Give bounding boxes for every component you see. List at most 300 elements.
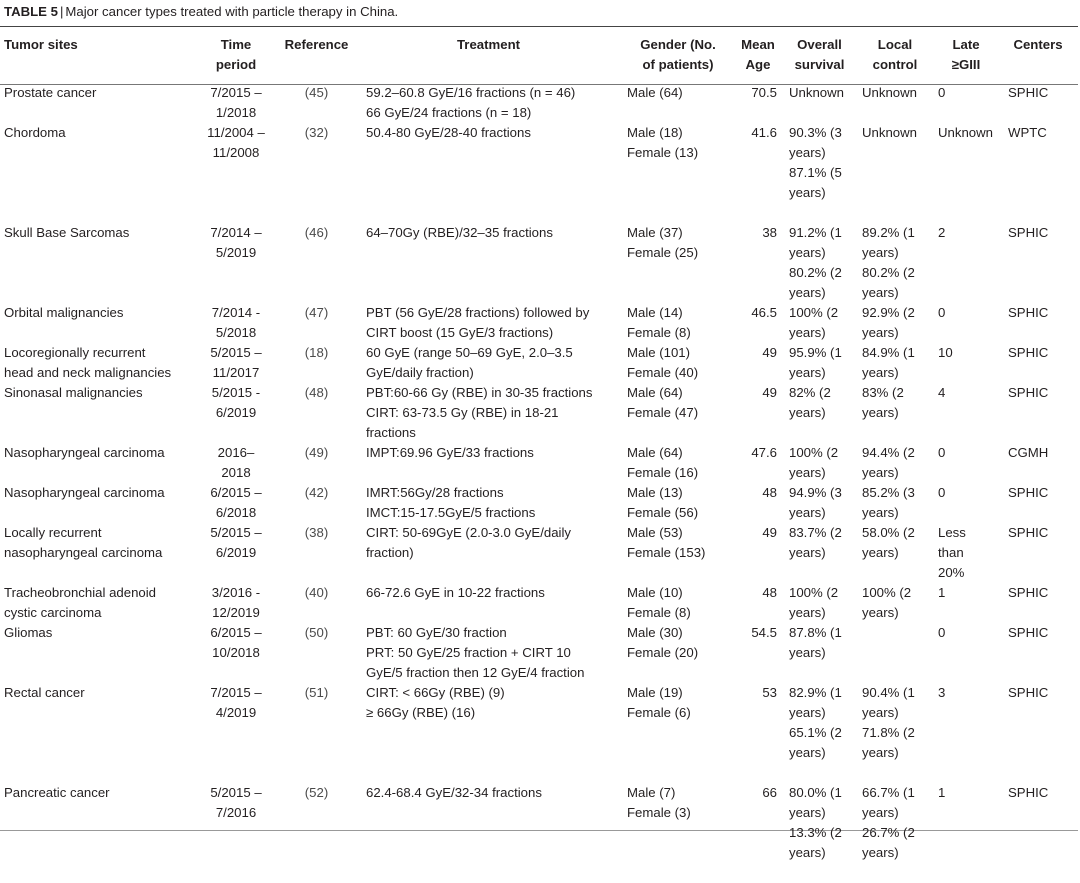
cell-center-text: CGMH <box>1008 445 1049 460</box>
cell-overall-survival-line: years) <box>789 325 826 340</box>
cell-center <box>998 123 1078 223</box>
table-body <box>0 83 1078 883</box>
cell-time-period <box>193 683 279 783</box>
cell-treatment-line: ≥ 66Gy (RBE) (16) <box>366 705 476 720</box>
table-caption <box>4 4 398 20</box>
cell-time-period-line: 7/2014 – <box>210 225 262 240</box>
cell-local-control <box>856 623 934 683</box>
cell-center <box>998 783 1078 883</box>
cell-overall-survival-line: years) <box>789 645 826 660</box>
cell-overall-survival-line: 95.9% (1 <box>789 345 842 360</box>
cell-center-text: SPHIC <box>1008 525 1049 540</box>
cell-time-period-line: 12/2019 <box>212 605 260 620</box>
header-local-control: Local control <box>872 37 918 72</box>
cell-tumor-site-line: cystic carcinoma <box>4 605 102 620</box>
cell-late-giii-line: Unknown <box>938 125 993 140</box>
cell-gender-line: Male (37) <box>627 225 683 240</box>
cell-reference-text: (50) <box>304 625 329 640</box>
cell-mean-age-text: 49 <box>762 525 777 540</box>
cell-treatment-line: IMCT:15-17.5GyE/5 fractions <box>366 505 536 520</box>
cell-reference <box>279 343 354 383</box>
cell-overall-survival-line: years) <box>789 845 826 860</box>
table-row <box>0 123 1078 223</box>
cell-gender <box>623 783 733 883</box>
cell-gender-line: Male (10) <box>627 585 683 600</box>
cell-center-text: SPHIC <box>1008 305 1049 320</box>
cell-time-period-line: 7/2016 <box>215 805 257 820</box>
cell-treatment-line: PBT (56 GyE/28 fractions) followed by <box>366 305 590 320</box>
cell-local-control-line: 26.7% (2 <box>862 825 915 840</box>
cell-mean-age <box>733 683 783 783</box>
cell-gender-line: Female (56) <box>627 505 699 520</box>
cell-mean-age <box>733 383 783 443</box>
cell-treatment <box>354 483 623 523</box>
cell-mean-age-text: 41.6 <box>751 125 777 140</box>
cell-overall-survival <box>783 223 856 303</box>
cell-tumor-site <box>0 583 193 623</box>
cell-local-control-line: 71.8% (2 <box>862 725 915 740</box>
cell-reference <box>279 783 354 883</box>
cell-time-period <box>193 783 279 883</box>
cell-mean-age <box>733 223 783 303</box>
cancer-types-table <box>0 35 1078 883</box>
cell-tumor-site-line: Gliomas <box>4 625 53 640</box>
cell-local-control-line: 80.2% (2 <box>862 265 915 280</box>
cell-treatment-line: 50.4-80 GyE/28-40 fractions <box>366 125 531 140</box>
cell-time-period-line: 5/2015 – <box>210 785 262 800</box>
cell-reference-text: (51) <box>304 685 329 700</box>
cell-gender-line: Female (13) <box>627 145 699 160</box>
cell-time-period <box>193 623 279 683</box>
header-mean-age: Mean Age <box>741 37 775 72</box>
cell-late-giii <box>934 303 998 343</box>
cell-local-control-line: 84.9% (1 <box>862 345 915 360</box>
cell-mean-age-text: 46.5 <box>751 305 777 320</box>
cell-treatment <box>354 83 623 123</box>
cell-center-text: SPHIC <box>1008 225 1049 240</box>
cell-time-period-line: 5/2015 – <box>210 525 262 540</box>
cell-overall-survival-line: years) <box>789 545 826 560</box>
cell-gender-line: Male (13) <box>627 485 683 500</box>
top-rule <box>0 26 1078 27</box>
cell-mean-age <box>733 483 783 523</box>
cell-overall-survival-line: years) <box>789 185 826 200</box>
cell-treatment <box>354 343 623 383</box>
cell-local-control-line: years) <box>862 705 899 720</box>
cell-gender <box>623 343 733 383</box>
cell-time-period <box>193 83 279 123</box>
cell-tumor-site <box>0 523 193 583</box>
cell-overall-survival <box>783 483 856 523</box>
cell-late-giii-line: 3 <box>938 685 946 700</box>
cell-gender-line: Male (30) <box>627 625 683 640</box>
table-label: TABLE 5 <box>4 4 58 19</box>
cell-local-control-line: 85.2% (3 <box>862 485 915 500</box>
cell-time-period-line: 11/2008 <box>212 145 260 160</box>
cell-treatment-line: 66 GyE/24 fractions (n = 18) <box>366 105 532 120</box>
cell-overall-survival <box>783 583 856 623</box>
cell-late-giii-line: 2 <box>938 225 946 240</box>
cell-late-giii <box>934 483 998 523</box>
cell-reference-text: (49) <box>304 445 329 460</box>
cell-overall-survival <box>783 683 856 783</box>
cell-tumor-site-line: Nasopharyngeal carcinoma <box>4 485 165 500</box>
cell-treatment-line: PBT:60-66 Gy (RBE) in 30-35 fractions <box>366 385 593 400</box>
cell-gender-line: Male (64) <box>627 385 683 400</box>
cell-local-control <box>856 383 934 443</box>
cell-gender-line: Female (6) <box>627 705 691 720</box>
cell-reference-text: (52) <box>304 785 329 800</box>
cell-treatment-line: 66-72.6 GyE in 10-22 fractions <box>366 585 545 600</box>
cell-center-text: SPHIC <box>1008 85 1049 100</box>
cell-local-control-line: years) <box>862 545 899 560</box>
cell-treatment-line: 60 GyE (range 50–69 GyE, 2.0–3.5 <box>366 345 573 360</box>
cell-gender <box>623 123 733 223</box>
cell-local-control-line: years) <box>862 605 899 620</box>
cell-late-giii <box>934 83 998 123</box>
cell-late-giii <box>934 443 998 483</box>
cell-tumor-site-line: Tracheobronchial adenoid <box>4 585 157 600</box>
cell-time-period-line: 1/2018 <box>215 105 257 120</box>
cell-center <box>998 683 1078 783</box>
cell-mean-age-text: 70.5 <box>751 85 777 100</box>
cell-treatment-line: fraction) <box>366 545 414 560</box>
cell-tumor-site <box>0 123 193 223</box>
cell-gender-line: Female (8) <box>627 605 691 620</box>
cell-mean-age <box>733 343 783 383</box>
cell-local-control <box>856 223 934 303</box>
cell-tumor-site <box>0 483 193 523</box>
cell-late-giii <box>934 623 998 683</box>
cell-center-text: SPHIC <box>1008 385 1049 400</box>
cell-reference <box>279 523 354 583</box>
cell-time-period-line: 2016– <box>217 445 255 460</box>
cell-mean-age <box>733 303 783 343</box>
cell-time-period <box>193 583 279 623</box>
cell-overall-survival <box>783 443 856 483</box>
cell-treatment-line: 64–70Gy (RBE)/32–35 fractions <box>366 225 553 240</box>
cell-mean-age-text: 47.6 <box>751 445 777 460</box>
cell-time-period-line: 6/2018 <box>215 505 257 520</box>
cell-center <box>998 343 1078 383</box>
cell-center <box>998 583 1078 623</box>
cell-local-control-line: 90.4% (1 <box>862 685 915 700</box>
cell-tumor-site-line: Prostate cancer <box>4 85 97 100</box>
table-row <box>0 443 1078 483</box>
cell-time-period <box>193 483 279 523</box>
cell-gender-line: Male (7) <box>627 785 676 800</box>
cell-overall-survival-line: 80.0% (1 <box>789 785 842 800</box>
cell-gender <box>623 683 733 783</box>
cell-late-giii-line: 0 <box>938 305 946 320</box>
cell-mean-age-text: 49 <box>762 345 777 360</box>
cell-reference <box>279 683 354 783</box>
cell-late-giii <box>934 583 998 623</box>
cell-overall-survival-line: 82% (2 <box>789 385 831 400</box>
cell-overall-survival-line: 94.9% (3 <box>789 485 842 500</box>
cell-local-control-line: years) <box>862 465 899 480</box>
cell-treatment-line: GyE/5 fraction then 12 GyE/4 fraction <box>366 665 585 680</box>
cell-gender <box>623 623 733 683</box>
cell-local-control <box>856 483 934 523</box>
cell-reference <box>279 83 354 123</box>
cell-gender-line: Female (16) <box>627 465 699 480</box>
header-row <box>0 35 1078 83</box>
cell-gender-line: Female (40) <box>627 365 699 380</box>
cell-tumor-site <box>0 223 193 303</box>
cell-gender-line: Male (64) <box>627 85 683 100</box>
cell-treatment <box>354 303 623 343</box>
cell-time-period-line: 11/2004 – <box>207 125 265 140</box>
cell-late-giii-line: 10 <box>938 345 953 360</box>
cell-gender <box>623 303 733 343</box>
cell-local-control-line: 66.7% (1 <box>862 785 915 800</box>
cell-late-giii <box>934 523 998 583</box>
cell-tumor-site <box>0 303 193 343</box>
cell-late-giii-line: Less <box>938 525 966 540</box>
cell-time-period-line: 2018 <box>221 465 251 480</box>
cell-reference-text: (48) <box>304 385 329 400</box>
cell-reference <box>279 303 354 343</box>
cell-overall-survival-line: 100% (2 <box>789 445 839 460</box>
cell-overall-survival <box>783 383 856 443</box>
cell-local-control <box>856 83 934 123</box>
cell-treatment-line: fractions <box>366 425 416 440</box>
cell-treatment-line: GyE/daily fraction) <box>366 365 474 380</box>
table-row <box>0 83 1078 123</box>
cell-time-period-line: 11/2017 <box>212 365 260 380</box>
cell-treatment-line: PRT: 50 GyE/25 fraction + CIRT 10 <box>366 645 571 660</box>
cell-reference <box>279 443 354 483</box>
cell-local-control <box>856 123 934 223</box>
cell-gender-line: Female (20) <box>627 645 699 660</box>
cell-treatment-line: CIRT boost (15 GyE/3 fractions) <box>366 325 554 340</box>
cell-local-control-line: 83% (2 <box>862 385 904 400</box>
table-row <box>0 343 1078 383</box>
cell-treatment-line: PBT: 60 GyE/30 fraction <box>366 625 507 640</box>
cell-gender <box>623 583 733 623</box>
table-row <box>0 483 1078 523</box>
cell-center-text: SPHIC <box>1008 585 1049 600</box>
cell-center <box>998 523 1078 583</box>
cell-tumor-site-line: Chordoma <box>4 125 66 140</box>
cell-late-giii-line: 1 <box>938 785 946 800</box>
cell-tumor-site <box>0 343 193 383</box>
cell-gender-line: Female (25) <box>627 245 699 260</box>
cell-treatment <box>354 523 623 583</box>
cell-local-control <box>856 583 934 623</box>
cell-time-period-line: 6/2015 – <box>210 485 262 500</box>
cell-local-control-line: years) <box>862 505 899 520</box>
cell-time-period <box>193 223 279 303</box>
cell-mean-age-text: 66 <box>762 785 777 800</box>
cell-treatment <box>354 683 623 783</box>
cell-center-text: SPHIC <box>1008 625 1049 640</box>
table-row <box>0 303 1078 343</box>
cell-treatment <box>354 583 623 623</box>
cell-gender-line: Female (3) <box>627 805 691 820</box>
cell-late-giii <box>934 123 998 223</box>
cell-treatment <box>354 223 623 303</box>
cell-time-period-line: 5/2015 - <box>211 385 261 400</box>
cell-reference-text: (42) <box>304 485 329 500</box>
cell-reference-text: (45) <box>304 85 329 100</box>
cell-late-giii-line: 0 <box>938 625 946 640</box>
cell-tumor-site-line: nasopharyngeal carcinoma <box>4 545 163 560</box>
table-row <box>0 383 1078 443</box>
cell-gender-line: Male (53) <box>627 525 683 540</box>
cell-local-control-line: years) <box>862 285 899 300</box>
cell-local-control-line: 94.4% (2 <box>862 445 915 460</box>
cell-time-period-line: 3/2016 - <box>211 585 261 600</box>
cell-time-period-line: 5/2018 <box>215 325 257 340</box>
cell-center <box>998 83 1078 123</box>
cell-local-control <box>856 683 934 783</box>
table-row <box>0 583 1078 623</box>
cell-time-period <box>193 343 279 383</box>
cell-mean-age-text: 48 <box>762 585 777 600</box>
cell-overall-survival <box>783 343 856 383</box>
cell-local-control-line: years) <box>862 805 899 820</box>
cell-overall-survival-line: years) <box>789 805 826 820</box>
cell-gender <box>623 443 733 483</box>
caption-text: Major cancer types treated with particle therapy in China. <box>65 4 399 19</box>
cell-tumor-site <box>0 83 193 123</box>
cell-center-text: WPTC <box>1008 125 1047 140</box>
cell-overall-survival-line: years) <box>789 405 826 420</box>
cell-late-giii <box>934 683 998 783</box>
cell-overall-survival-line: 87.1% (5 <box>789 165 842 180</box>
cell-late-giii-line: 0 <box>938 445 946 460</box>
cell-tumor-site-line: Skull Base Sarcomas <box>4 225 130 240</box>
cell-tumor-site-line: Sinonasal malignancies <box>4 385 143 400</box>
cell-overall-survival-line: years) <box>789 365 826 380</box>
cell-mean-age <box>733 523 783 583</box>
cell-center <box>998 303 1078 343</box>
header-gender: Gender (No. of patients) <box>640 37 716 72</box>
cell-reference <box>279 123 354 223</box>
cell-overall-survival <box>783 123 856 223</box>
cell-overall-survival-line: 100% (2 <box>789 305 839 320</box>
cell-mean-age <box>733 443 783 483</box>
cell-overall-survival-line: 80.2% (2 <box>789 265 842 280</box>
cell-center-text: SPHIC <box>1008 485 1049 500</box>
cell-reference-text: (38) <box>304 525 329 540</box>
cell-mean-age-text: 49 <box>762 385 777 400</box>
cell-overall-survival-line: years) <box>789 145 826 160</box>
cell-overall-survival <box>783 783 856 883</box>
cell-late-giii <box>934 223 998 303</box>
cell-local-control-line: Unknown <box>862 125 917 140</box>
cell-overall-survival-line: 13.3% (2 <box>789 825 842 840</box>
table-row <box>0 523 1078 583</box>
cell-local-control-line: years) <box>862 325 899 340</box>
cell-time-period <box>193 523 279 583</box>
table-row <box>0 223 1078 303</box>
cell-overall-survival <box>783 623 856 683</box>
cell-mean-age-text: 38 <box>762 225 777 240</box>
cell-tumor-site-line: head and neck malignancies <box>4 365 172 380</box>
cell-local-control-line: years) <box>862 365 899 380</box>
header-reference: Reference <box>284 37 349 52</box>
cell-gender-line: Male (101) <box>627 345 691 360</box>
cell-time-period <box>193 303 279 343</box>
cell-late-giii-line: 20% <box>938 565 965 580</box>
cell-tumor-site <box>0 623 193 683</box>
cell-gender <box>623 383 733 443</box>
cell-tumor-site <box>0 383 193 443</box>
cell-overall-survival-line: 87.8% (1 <box>789 625 842 640</box>
cell-local-control-line: years) <box>862 745 899 760</box>
cell-gender-line: Male (19) <box>627 685 683 700</box>
cell-mean-age <box>733 123 783 223</box>
header-treatment: Treatment <box>456 37 521 52</box>
cell-mean-age-text: 54.5 <box>751 625 777 640</box>
cell-gender-line: Female (47) <box>627 405 699 420</box>
cell-reference-text: (46) <box>304 225 329 240</box>
cell-overall-survival-line: 91.2% (1 <box>789 225 842 240</box>
cell-gender-line: Male (64) <box>627 445 683 460</box>
cell-time-period <box>193 443 279 483</box>
table-row <box>0 623 1078 683</box>
cell-time-period-line: 7/2014 - <box>211 305 261 320</box>
cell-center-text: SPHIC <box>1008 785 1049 800</box>
cell-tumor-site <box>0 683 193 783</box>
cell-mean-age <box>733 783 783 883</box>
cell-local-control-line: Unknown <box>862 85 917 100</box>
cell-overall-survival-line: 82.9% (1 <box>789 685 842 700</box>
cell-reference-text: (18) <box>304 345 329 360</box>
header-overall-survival: Overall survival <box>794 37 845 72</box>
cell-time-period-line: 7/2015 – <box>210 85 262 100</box>
cell-time-period-line: 5/2019 <box>215 245 257 260</box>
cell-treatment-line: 62.4-68.4 GyE/32-34 fractions <box>366 785 542 800</box>
cell-local-control <box>856 303 934 343</box>
cell-overall-survival-line: 65.1% (2 <box>789 725 842 740</box>
table-row <box>0 683 1078 783</box>
cell-overall-survival-line: Unknown <box>789 85 844 100</box>
cell-time-period-line: 4/2019 <box>215 705 257 720</box>
cell-mean-age-text: 53 <box>762 685 777 700</box>
cell-overall-survival-line: years) <box>789 705 826 720</box>
header-late-giii: Late ≥GIII <box>951 37 981 72</box>
cell-overall-survival-line: years) <box>789 745 826 760</box>
cell-mean-age <box>733 623 783 683</box>
cell-gender-line: Male (18) <box>627 125 683 140</box>
cell-local-control-line: 92.9% (2 <box>862 305 915 320</box>
cell-time-period-line: 5/2015 – <box>210 345 262 360</box>
cell-gender <box>623 523 733 583</box>
cell-local-control-line: 58.0% (2 <box>862 525 915 540</box>
table-row <box>0 783 1078 883</box>
cell-local-control-line: 100% (2 <box>862 585 912 600</box>
cell-treatment-line: IMPT:69.96 GyE/33 fractions <box>366 445 534 460</box>
cell-local-control-line: years) <box>862 845 899 860</box>
cell-reference-text: (47) <box>304 305 329 320</box>
cell-treatment <box>354 123 623 223</box>
cell-reference <box>279 223 354 303</box>
cell-gender-line: Female (153) <box>627 545 706 560</box>
cell-late-giii-line: than <box>938 545 964 560</box>
cell-center-text: SPHIC <box>1008 685 1049 700</box>
cell-mean-age-text: 48 <box>762 485 777 500</box>
cell-late-giii-line: 4 <box>938 385 946 400</box>
cell-reference <box>279 483 354 523</box>
cell-gender-line: Male (14) <box>627 305 683 320</box>
cell-treatment <box>354 623 623 683</box>
cell-overall-survival-line: years) <box>789 605 826 620</box>
cell-reference <box>279 383 354 443</box>
